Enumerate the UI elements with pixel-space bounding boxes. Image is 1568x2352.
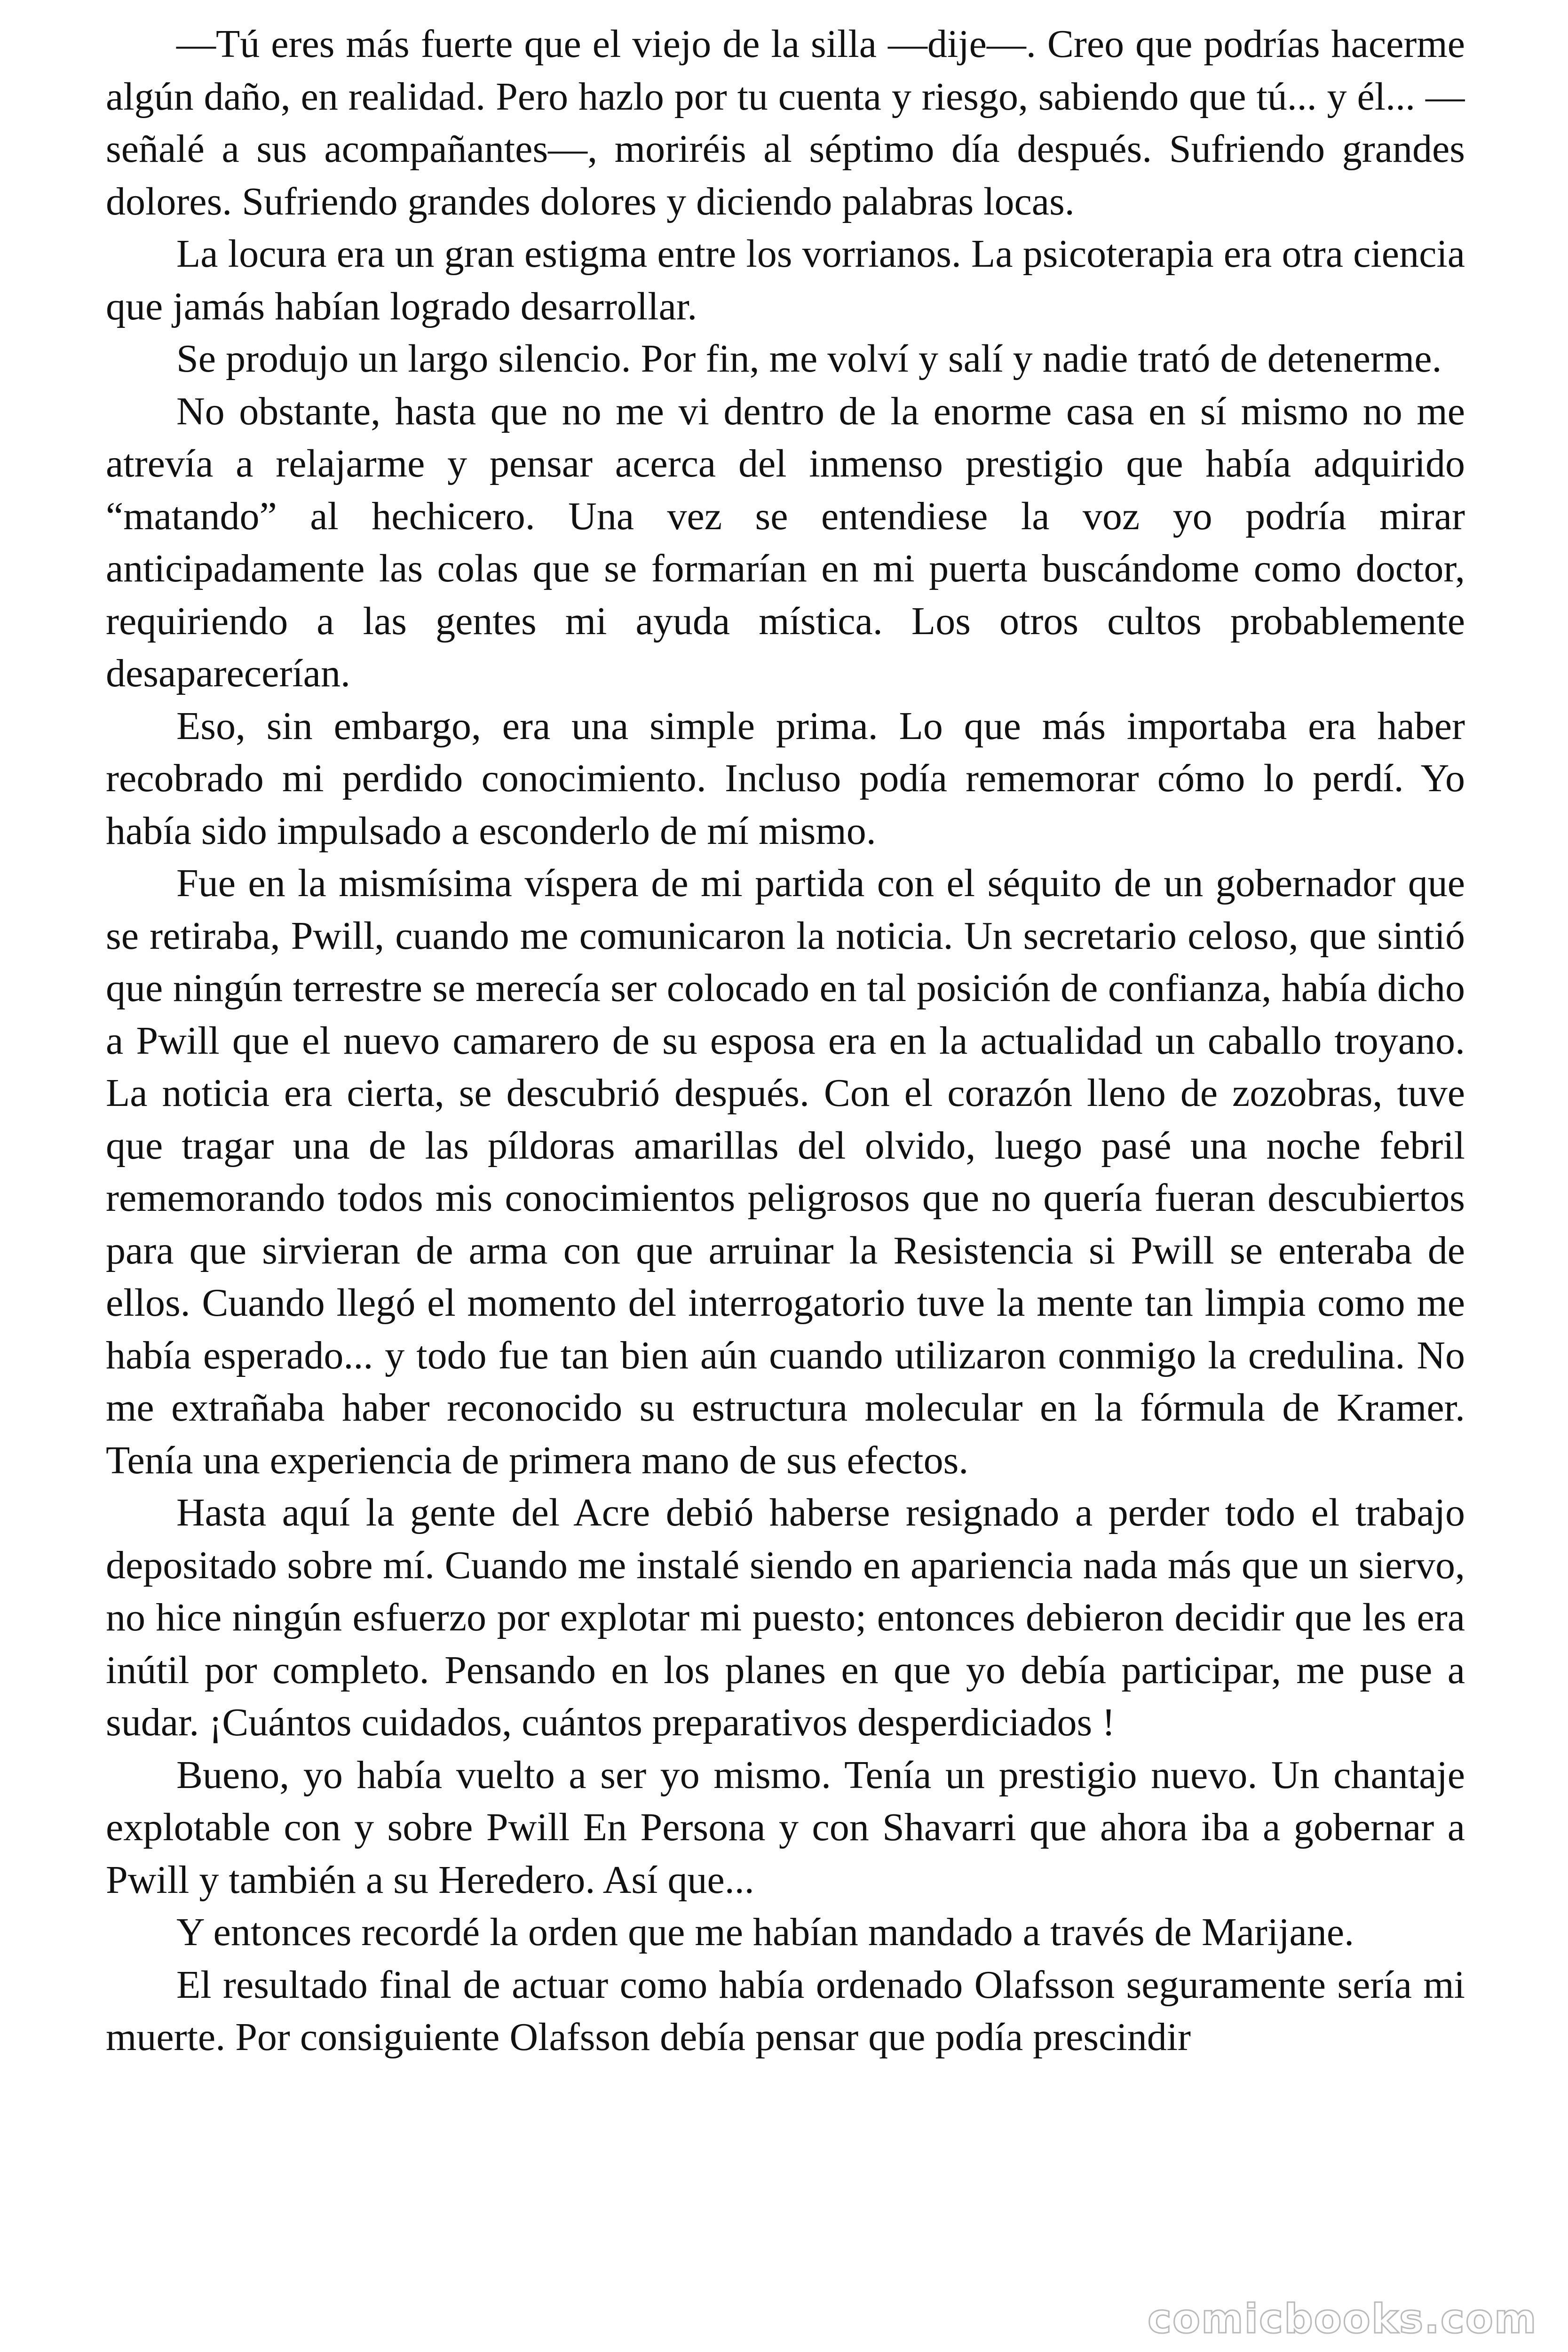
watermark: comicbooks.com — [1148, 2296, 1537, 2343]
book-page — [106, 18, 1465, 2309]
paragraph-6: Fue en la mismísima víspera de mi partida con el séquito de un gobernador que se retiraba, Pwill, cuando me comunicaron la noticia. Un secretario celoso, que sintió que ningún terrestre se merecía ser colocado en tal posición de confianza, había dicho a Pwill que el nuevo camarero de su esposa era en la actualidad un caballo troyano. La noticia era cierta, se descubrió después. Con el corazón lleno de zozobras, tuve que tragar una de las píldoras amarillas del olvido, luego pasé una noche febril rememorando todos mis conocimientos peligrosos que no quería fueran descubiertos para que sirvieran de arma con que arruinar la Resistencia si Pwill se enteraba de ellos. Cuando llegó el momento del interrogatorio tuve la mente tan limpia como me había esperado... y todo fue tan bien aún cuando utilizaron conmigo la credulina. No me extrañaba haber reconocido su estructura molecular en la fórmula de Kramer. Tenía una experiencia de primera mano de sus efectos. — [106, 861, 1465, 1482]
paragraph-5: Eso, sin embargo, era una simple prima. Lo que más importaba era haber recobrado mi perdido conocimiento. Incluso podía rememorar cómo lo perdí. Yo había sido impulsado a esconderlo de mí mismo. — [106, 704, 1465, 853]
paragraph-2: La locura era un gran estigma entre los vorrianos. La psicoterapia era otra ciencia que jamás habían logrado desarrollar. — [106, 232, 1465, 328]
paragraph-10: El resultado final de actuar como había ordenado Olafsson seguramente sería mi muerte. Por consiguiente Olafsson debía pensar que podía prescindir — [106, 1963, 1465, 2059]
paragraph-9: Y entonces recordé la orden que me habían mandado a través de Marijane. — [176, 1910, 1354, 1954]
paragraph-1: —Tú eres más fuerte que el viejo de la silla —dije—. Creo que podrías hacerme algún daño, en realidad. Pero hazlo por tu cuenta y riesgo, sabiendo que tú... y él... —señalé a sus acompañantes—, moriréis al séptimo día después. Sufriendo grandes dolores. Sufriendo grandes dolores y diciendo palabras locas. — [106, 22, 1465, 223]
paragraph-8: Bueno, yo había vuelto a ser yo mismo. Tenía un prestigio nuevo. Un chantaje explotable con y sobre Pwill En Persona y con Shavarri que ahora iba a gobernar a Pwill y también a su Heredero. Así que... — [106, 1753, 1465, 1902]
paragraph-4: No obstante, hasta que no me vi dentro de la enorme casa en sí mismo no me atrevía a relajarme y pensar acerca del inmenso prestigio que había adquirido “matando” al hechicero. Una vez se entendiese la voz yo podría mirar anticipadamente las colas que se formarían en mi puerta buscándome como doctor, requiriendo a las gentes mi ayuda mística. Los otros cultos probablemente desaparecerían. — [106, 389, 1465, 695]
paragraph-3: Se produjo un largo silencio. Por fin, me volví y salí y nadie trató de detenerme. — [176, 337, 1442, 381]
paragraph-7: Hasta aquí la gente del Acre debió haberse resignado a perder todo el trabajo depositado sobre mí. Cuando me instalé siendo en apariencia nada más que un siervo, no hice ningún esfuerzo por explotar mi puesto; entonces debieron decidir que les era inútil por completo. Pensando en los planes en que yo debía participar, me puse a sudar. ¡Cuántos cuidados, cuántos preparativos desperdiciados ! — [106, 1491, 1465, 1744]
